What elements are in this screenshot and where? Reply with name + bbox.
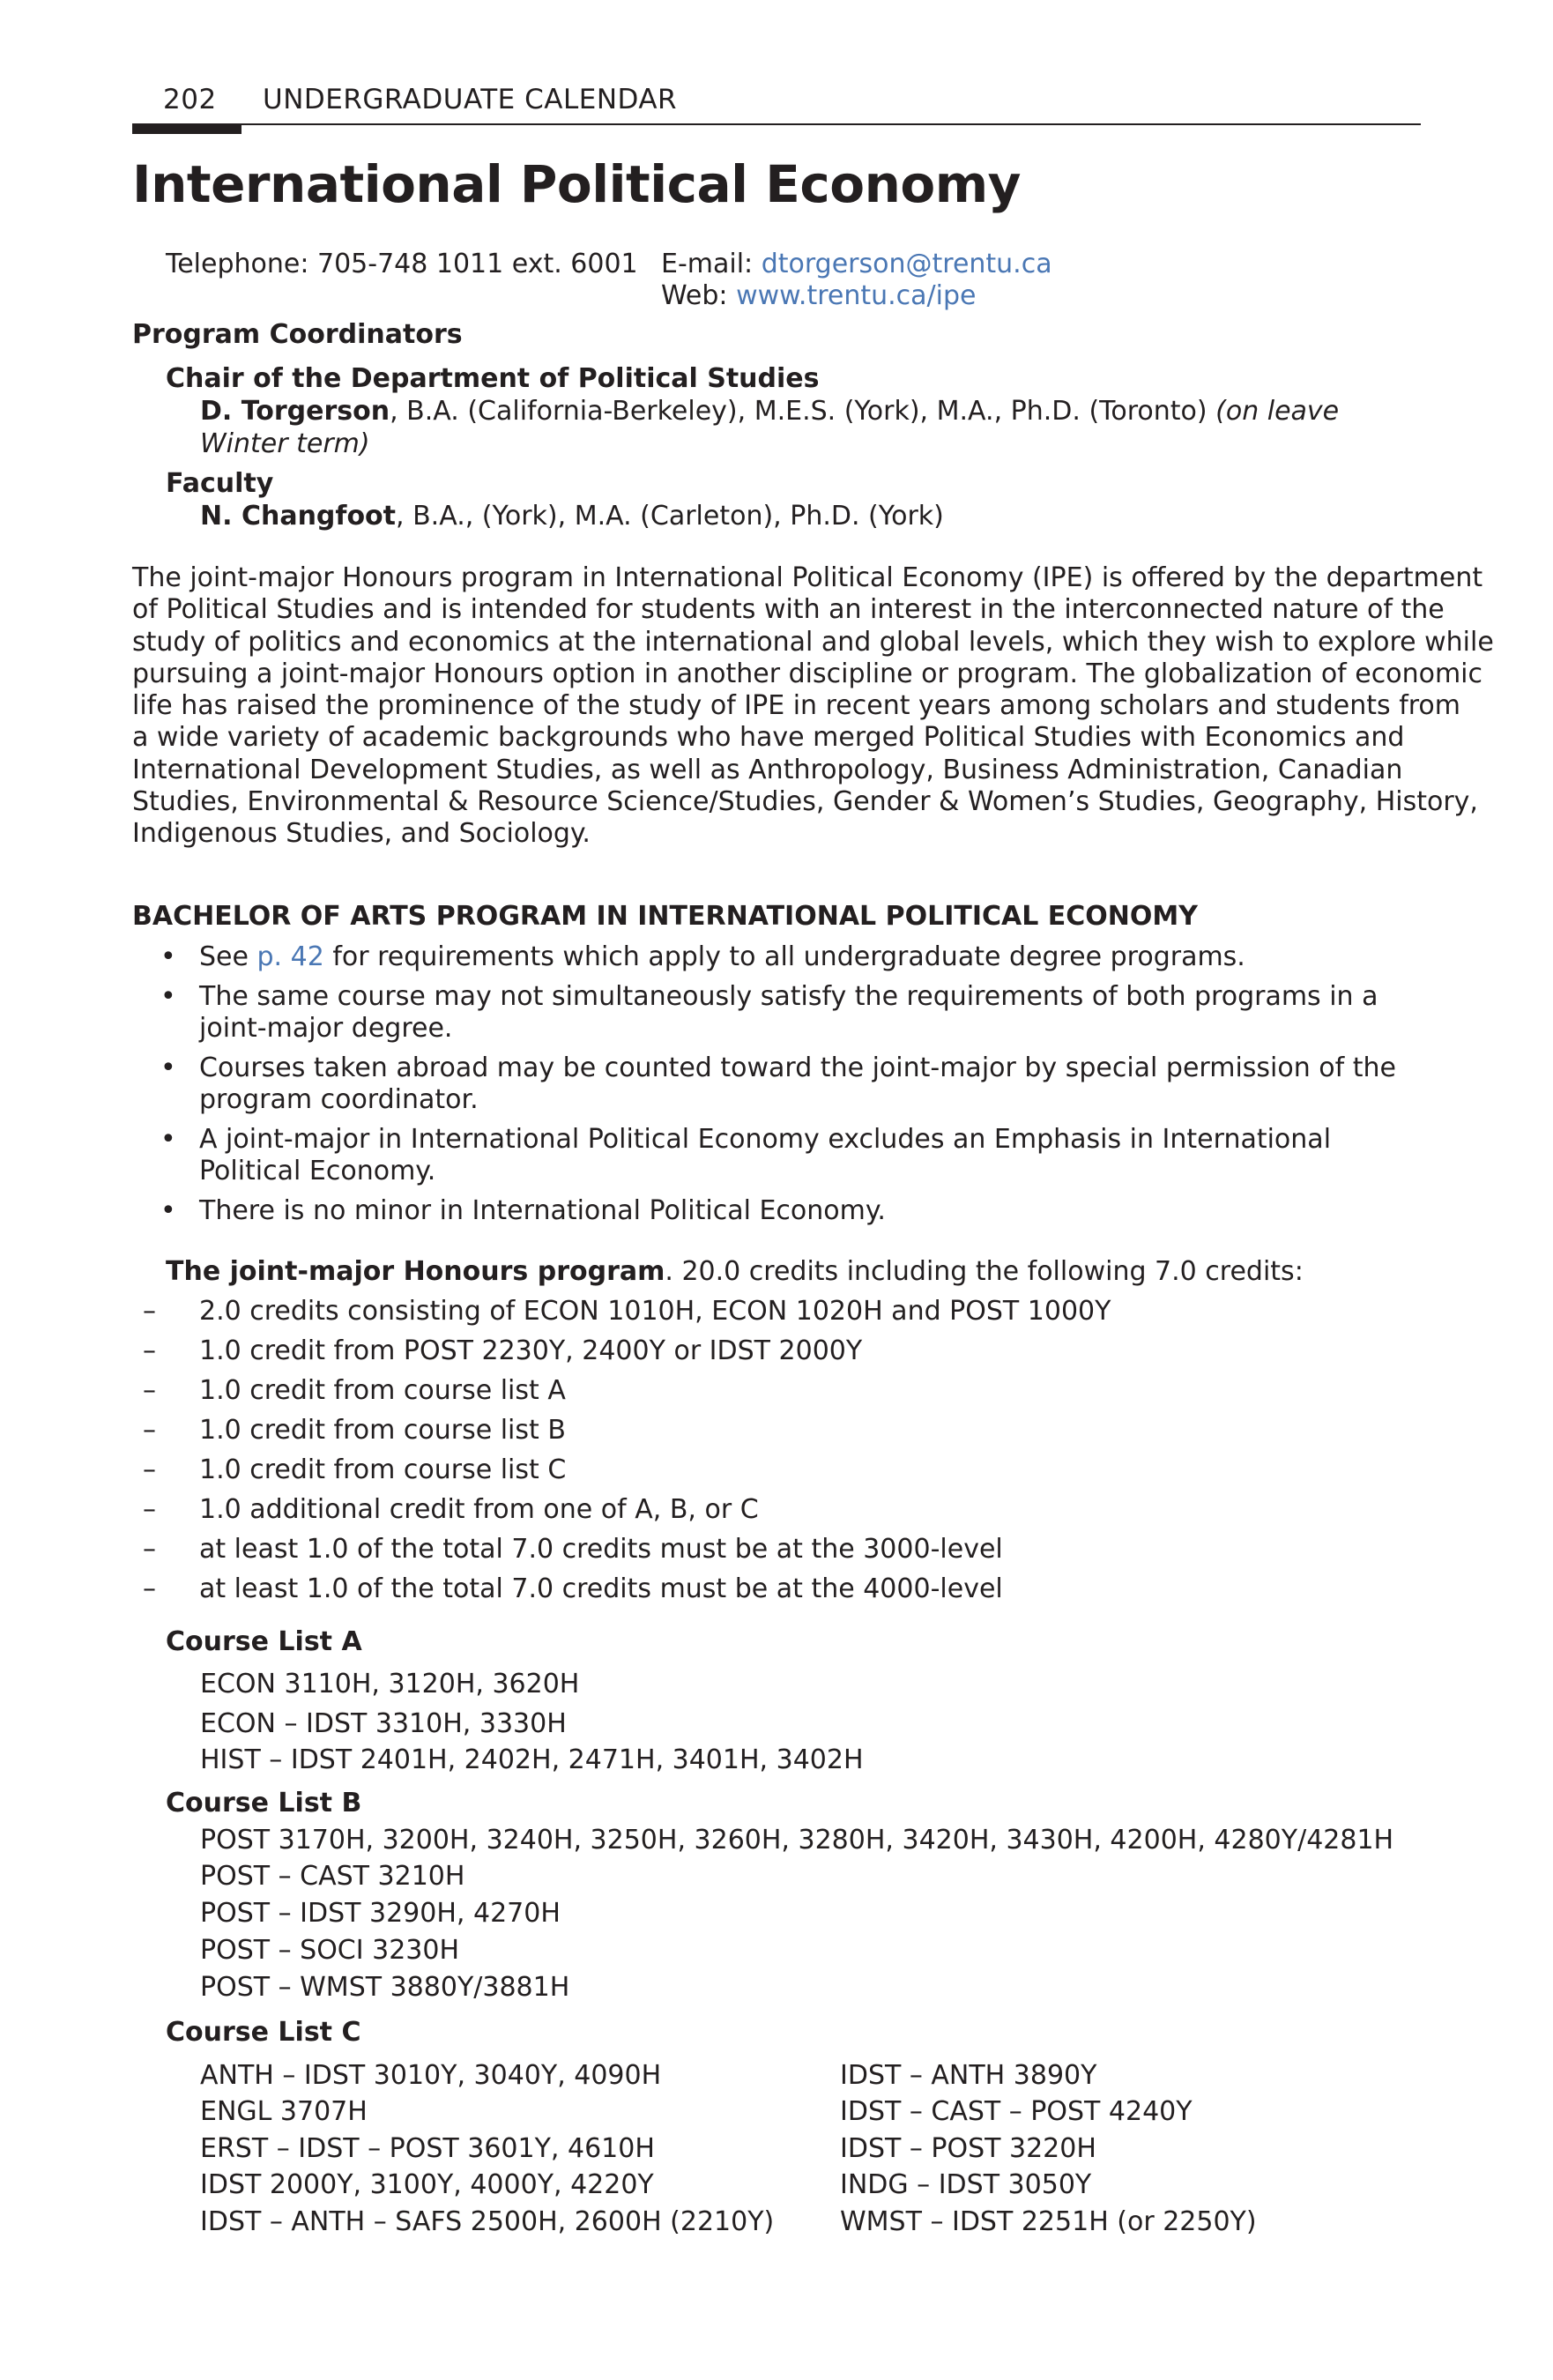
intro-line: study of politics and economics at the international and global levels, which they wish to explore while xyxy=(132,626,1494,658)
intro-paragraph xyxy=(132,562,1494,851)
list-item xyxy=(132,1375,1111,1415)
course-list-c-item: IDST – ANTH – SAFS 2500H, 2600H (2210Y) xyxy=(200,2206,775,2237)
bullet-marker: • xyxy=(160,1052,176,1083)
joint-major-text: . 20.0 credits including the following 7.0 credits: xyxy=(665,1256,1304,1287)
header-bar xyxy=(132,123,241,134)
intro-line: Indigenous Studies, and Sociology. xyxy=(132,818,591,850)
requirement-text: 1.0 additional credit from one of A, B, or C xyxy=(199,1494,759,1525)
bullet-text: The same course may not simultaneously satisfy the requirements of both programs in a joint-major degree. xyxy=(199,980,1378,1044)
bullet-text-pre: See xyxy=(199,941,257,972)
dash-marker: – xyxy=(143,1335,156,1366)
list-item xyxy=(132,1296,1111,1335)
telephone: Telephone: 705-748 1011 ext. 6001 xyxy=(166,249,638,279)
joint-major-label: The joint-major Honours program xyxy=(166,1256,665,1287)
list-item xyxy=(132,1454,1111,1494)
list-item xyxy=(132,1534,1111,1573)
list-item xyxy=(160,1124,1421,1188)
intro-line: a wide variety of academic backgrounds who have merged Political Studies with Economics and xyxy=(132,722,1405,754)
chair-name: D. Torgerson xyxy=(200,396,390,427)
page-reference-link[interactable]: p. 42 xyxy=(256,941,324,972)
course-list-b-heading: Course List B xyxy=(166,1788,362,1818)
requirement-text: 1.0 credit from course list B xyxy=(199,1415,566,1446)
web-line xyxy=(661,280,977,311)
dash-marker: – xyxy=(143,1494,156,1525)
dash-marker: – xyxy=(143,1415,156,1446)
faculty-credentials: , B.A., (York), M.A. (Carleton), Ph.D. (York) xyxy=(396,501,944,532)
course-list-b-item: POST – SOCI 3230H xyxy=(200,1935,460,1966)
course-list-c-item: IDST 2000Y, 3100Y, 4000Y, 4220Y xyxy=(200,2169,654,2200)
bullet-marker: • xyxy=(160,941,176,972)
web-link[interactable]: www.trentu.ca/ipe xyxy=(736,280,977,311)
intro-line: life has raised the prominence of the study of IPE in recent years among scholars and students from xyxy=(132,690,1461,722)
faculty-name: N. Changfoot xyxy=(200,501,397,532)
web-label: Web: xyxy=(661,280,737,311)
requirement-text: 1.0 credit from course list A xyxy=(199,1375,566,1406)
dash-marker: – xyxy=(143,1375,156,1406)
page-title: International Political Economy xyxy=(132,154,1021,214)
list-item xyxy=(132,1573,1111,1613)
course-list-b-item: POST – WMST 3880Y/3881H xyxy=(200,1972,570,2003)
list-item xyxy=(132,1494,1111,1534)
list-item xyxy=(132,1415,1111,1454)
ba-program-bullets xyxy=(160,941,1421,1234)
intro-line: Studies, Environmental & Resource Science/Studies, Gender & Women’s Studies, Geography, History, xyxy=(132,786,1478,818)
bullet-text: There is no minor in International Political Economy. xyxy=(199,1194,886,1226)
faculty-heading: Faculty xyxy=(166,468,274,499)
email-line xyxy=(661,249,1052,279)
chair-note: (on leave Winter term) xyxy=(200,396,1340,459)
chair-entry xyxy=(200,395,1416,460)
bullet-marker: • xyxy=(160,1194,176,1226)
ba-program-heading: BACHELOR OF ARTS PROGRAM IN INTERNATIONAL POLITICAL ECONOMY xyxy=(132,901,1198,932)
course-list-c-item: IDST – ANTH 3890Y xyxy=(840,2060,1097,2091)
course-list-c-item: INDG – IDST 3050Y xyxy=(840,2169,1092,2200)
course-list-c-heading: Course List C xyxy=(166,2017,361,2048)
chair-credentials: , B.A. (California-Berkeley), M.E.S. (York), M.A., Ph.D. (Toronto) xyxy=(390,396,1216,427)
intro-line: of Political Studies and is intended for students with an interest in the interconnected nature of the xyxy=(132,594,1445,626)
course-list-c-item: ERST – IDST – POST 3601Y, 4610H xyxy=(200,2133,655,2164)
course-list-b-item: POST 3170H, 3200H, 3240H, 3250H, 3260H, 3280H, 3420H, 3430H, 4200H, 4280Y/4281H xyxy=(200,1825,1394,1856)
page-number: 202 xyxy=(163,84,217,115)
bullet-marker: • xyxy=(160,1123,176,1155)
course-list-a-item: ECON 3110H, 3120H, 3620H xyxy=(200,1669,580,1699)
course-list-c-item: ENGL 3707H xyxy=(200,2096,368,2127)
course-list-a-item: HIST – IDST 2401H, 2402H, 2471H, 3401H, 3402H xyxy=(200,1744,864,1775)
dash-marker: – xyxy=(143,1573,156,1604)
chair-heading: Chair of the Department of Political Studies xyxy=(166,363,820,394)
course-list-b-item: POST – CAST 3210H xyxy=(200,1861,465,1892)
bullet-text-post: for requirements which apply to all undergraduate degree programs. xyxy=(323,941,1245,972)
faculty-entry xyxy=(200,501,944,532)
running-title: UNDERGRADUATE CALENDAR xyxy=(263,84,678,115)
course-list-a-item: ECON – IDST 3310H, 3330H xyxy=(200,1708,567,1739)
course-list-b-item: POST – IDST 3290H, 4270H xyxy=(200,1898,561,1929)
bullet-marker: • xyxy=(160,980,176,1012)
requirement-text: at least 1.0 of the total 7.0 credits must be at the 3000-level xyxy=(199,1534,1003,1565)
course-list-c-item: WMST – IDST 2251H (or 2250Y) xyxy=(840,2206,1257,2237)
list-item xyxy=(132,1335,1111,1375)
intro-line: International Development Studies, as well as Anthropology, Business Administration, Canadian xyxy=(132,754,1403,785)
running-header xyxy=(163,84,677,115)
course-list-a-heading: Course List A xyxy=(166,1626,362,1657)
requirement-text: 2.0 credits consisting of ECON 1010H, ECON 1020H and POST 1000Y xyxy=(199,1296,1111,1327)
joint-major-intro xyxy=(166,1256,1304,1287)
email-link[interactable]: dtorgerson@trentu.ca xyxy=(761,249,1052,279)
header-rule xyxy=(132,123,1421,125)
joint-major-requirements xyxy=(132,1296,1111,1613)
list-item xyxy=(160,941,1421,974)
requirement-text: 1.0 credit from course list C xyxy=(199,1454,567,1485)
dash-marker: – xyxy=(143,1296,156,1327)
course-list-c-item: IDST – CAST – POST 4240Y xyxy=(840,2096,1193,2127)
intro-line: The joint-major Honours program in International Political Economy (IPE) is offered by the department xyxy=(132,562,1483,593)
bullet-text: A joint-major in International Political Economy excludes an Emphasis in International Political Economy. xyxy=(199,1123,1332,1186)
requirement-text: at least 1.0 of the total 7.0 credits must be at the 4000-level xyxy=(199,1573,1003,1604)
dash-marker: – xyxy=(143,1534,156,1565)
list-item xyxy=(160,981,1421,1045)
list-item xyxy=(160,1195,1421,1228)
intro-line: pursuing a joint-major Honours option in another discipline or program. The globalization of economic xyxy=(132,658,1482,689)
program-coordinators-heading: Program Coordinators xyxy=(132,319,463,350)
requirement-text: 1.0 credit from POST 2230Y, 2400Y or IDST 2000Y xyxy=(199,1335,863,1366)
course-list-c-item: IDST – POST 3220H xyxy=(840,2133,1096,2164)
list-item xyxy=(160,1052,1421,1117)
dash-marker: – xyxy=(143,1454,156,1485)
course-list-c-item: ANTH – IDST 3010Y, 3040Y, 4090H xyxy=(200,2060,662,2091)
email-label: E-mail: xyxy=(661,249,762,279)
bullet-text: Courses taken abroad may be counted toward the joint-major by special permission of the program coordinator. xyxy=(199,1052,1396,1115)
